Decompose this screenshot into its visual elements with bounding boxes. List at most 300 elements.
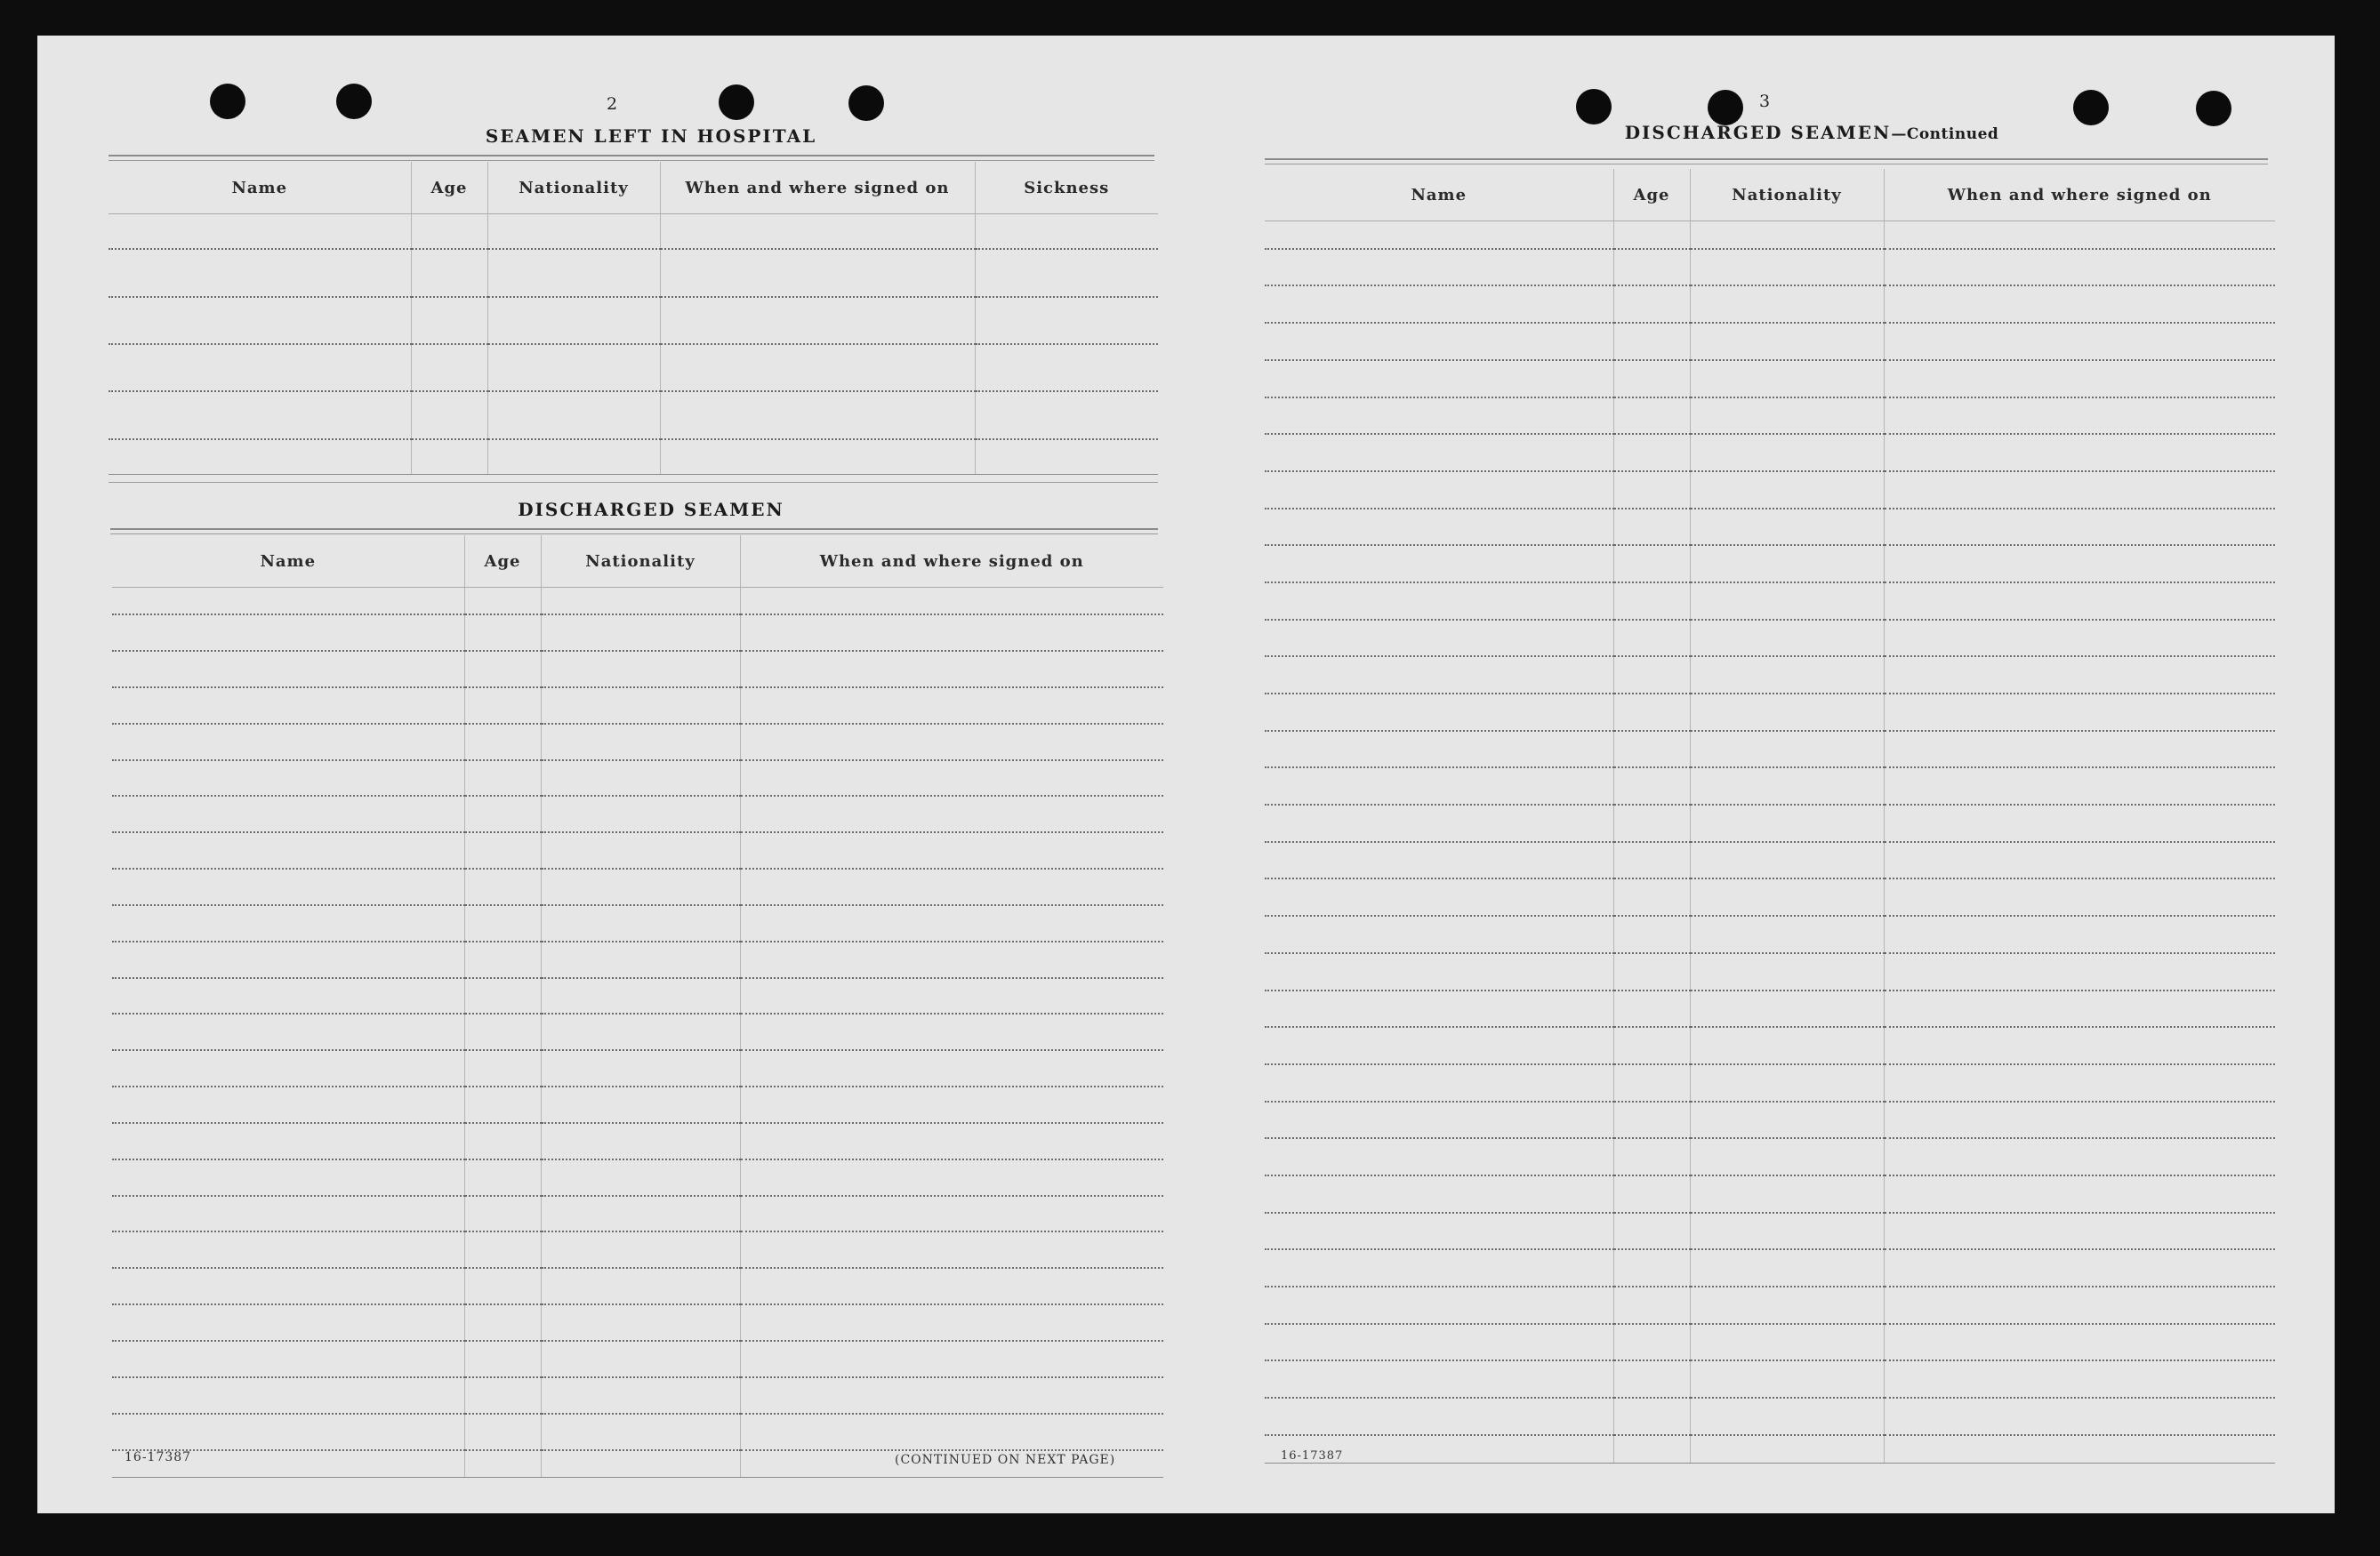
blank-cell	[1613, 397, 1690, 435]
table-row	[112, 1087, 1163, 1123]
blank-cell	[1690, 1287, 1884, 1324]
blank-cell	[1265, 397, 1613, 435]
column-header-name: Name	[112, 535, 464, 588]
blank-cell	[1690, 767, 1884, 805]
divider	[109, 155, 1154, 161]
blank-cell	[112, 978, 464, 1015]
blank-cell	[1613, 1324, 1690, 1361]
blank-cell	[541, 724, 740, 760]
blank-cell	[1265, 1102, 1613, 1139]
form-sheet	[37, 36, 2335, 1513]
blank-cell	[112, 905, 464, 942]
table-row	[1265, 1398, 2275, 1435]
blank-cell	[464, 942, 541, 978]
form-number: 16-17387	[1281, 1449, 1344, 1463]
blank-cell	[112, 796, 464, 832]
blank-cell	[112, 687, 464, 724]
blank-cell	[1265, 582, 1613, 620]
punch-hole	[2073, 90, 2109, 125]
blank-cell	[1613, 545, 1690, 582]
blank-cell	[1690, 1138, 1884, 1175]
table-row	[112, 687, 1163, 724]
table-row	[112, 1014, 1163, 1050]
blank-cell	[109, 439, 411, 475]
column-header-age: Age	[464, 535, 541, 588]
divider	[110, 528, 1158, 534]
blank-cell	[1265, 1138, 1613, 1175]
blank-cell	[740, 869, 1163, 905]
blank-cell	[112, 1123, 464, 1159]
blank-cell	[541, 760, 740, 797]
blank-cell	[660, 344, 975, 391]
blank-cell	[740, 588, 1163, 615]
blank-cell	[660, 439, 975, 475]
blank-cell	[112, 1087, 464, 1123]
blank-cell	[1884, 953, 2275, 991]
blank-cell	[487, 297, 660, 344]
blank-cell	[1884, 1398, 2275, 1435]
blank-cell	[740, 1014, 1163, 1050]
divider	[109, 482, 1158, 483]
table-row	[1265, 1360, 2275, 1398]
blank-cell	[411, 391, 487, 438]
blank-cell	[541, 1196, 740, 1232]
blank-cell	[1613, 582, 1690, 620]
table-row	[112, 1123, 1163, 1159]
blank-cell	[1265, 1175, 1613, 1213]
blank-cell	[1884, 878, 2275, 916]
blank-cell	[740, 1414, 1163, 1450]
blank-cell	[1690, 1213, 1884, 1250]
blank-cell	[1265, 731, 1613, 768]
blank-cell	[112, 1050, 464, 1087]
blank-cell	[740, 1268, 1163, 1304]
blank-cell	[1884, 767, 2275, 805]
column-header-signed-on: When and where signed on	[1884, 169, 2275, 221]
form-number: 16-17387	[125, 1450, 192, 1464]
blank-cell	[1613, 694, 1690, 731]
blank-cell	[1884, 916, 2275, 953]
blank-cell	[464, 905, 541, 942]
blank-cell	[112, 1414, 464, 1450]
blank-cell	[1265, 694, 1613, 731]
blank-cell	[1613, 1435, 1690, 1464]
blank-cell	[541, 1414, 740, 1450]
blank-cell	[112, 588, 464, 615]
blank-cell	[1613, 805, 1690, 842]
blank-cell	[1265, 878, 1613, 916]
blank-cell	[1884, 545, 2275, 582]
blank-cell	[464, 1268, 541, 1304]
blank-cell	[112, 760, 464, 797]
blank-cell	[1265, 285, 1613, 323]
table-row	[1265, 582, 2275, 620]
table-row	[1265, 878, 2275, 916]
divider	[1265, 158, 2268, 164]
table-row	[112, 1050, 1163, 1087]
table-row	[112, 760, 1163, 797]
blank-cell	[1884, 1360, 2275, 1398]
table-row	[1265, 1213, 2275, 1250]
blank-cell	[1690, 842, 1884, 879]
blank-cell	[112, 1341, 464, 1377]
table-row	[1265, 1175, 2275, 1213]
blank-cell	[1690, 991, 1884, 1028]
blank-cell	[1690, 1398, 1884, 1435]
blank-cell	[464, 1304, 541, 1341]
blank-cell	[1265, 953, 1613, 991]
table-row	[112, 978, 1163, 1015]
table-row	[1265, 471, 2275, 509]
punch-hole	[2196, 91, 2231, 126]
table-row	[112, 905, 1163, 942]
blank-cell	[1690, 731, 1884, 768]
blank-cell	[1265, 767, 1613, 805]
table-row	[1265, 916, 2275, 953]
blank-cell	[1690, 360, 1884, 397]
table-row	[1265, 805, 2275, 842]
blank-cell	[1265, 1398, 1613, 1435]
blank-cell	[464, 978, 541, 1015]
blank-cell	[1690, 805, 1884, 842]
blank-cell	[541, 1341, 740, 1377]
blank-cell	[464, 869, 541, 905]
table-row	[109, 439, 1158, 475]
blank-cell	[1613, 731, 1690, 768]
blank-cell	[1613, 1027, 1690, 1064]
blank-cell	[975, 297, 1158, 344]
blank-cell	[411, 214, 487, 250]
blank-cell	[1613, 1287, 1690, 1324]
blank-cell	[740, 651, 1163, 687]
blank-cell	[541, 869, 740, 905]
table-row	[109, 249, 1158, 296]
blank-cell	[975, 249, 1158, 296]
blank-cell	[1884, 1324, 2275, 1361]
table-row	[1265, 1064, 2275, 1102]
blank-cell	[541, 1123, 740, 1159]
blank-cell	[464, 687, 541, 724]
table-row	[112, 1341, 1163, 1377]
blank-cell	[1265, 1027, 1613, 1064]
blank-cell	[1884, 1249, 2275, 1287]
blank-cell	[1884, 805, 2275, 842]
blank-cell	[1690, 1102, 1884, 1139]
blank-cell	[541, 1304, 740, 1341]
blank-cell	[740, 1050, 1163, 1087]
blank-cell	[1884, 323, 2275, 360]
table-row	[1265, 991, 2275, 1028]
blank-cell	[1613, 656, 1690, 694]
blank-cell	[411, 439, 487, 475]
table-row	[1265, 620, 2275, 657]
blank-cell	[740, 1196, 1163, 1232]
blank-cell	[1265, 1360, 1613, 1398]
table-row	[1265, 323, 2275, 360]
blank-cell	[1613, 434, 1690, 471]
continued-note: (CONTINUED ON NEXT PAGE)	[895, 1453, 1116, 1467]
blank-cell	[1884, 991, 2275, 1028]
blank-cell	[464, 1377, 541, 1414]
blank-cell	[975, 439, 1158, 475]
blank-cell	[464, 1159, 541, 1196]
continued-title-suffix: —Continued	[1891, 125, 1999, 143]
blank-cell	[464, 760, 541, 797]
blank-cell	[1265, 620, 1613, 657]
table-row	[112, 869, 1163, 905]
blank-cell	[541, 1050, 740, 1087]
blank-cell	[660, 214, 975, 250]
blank-cell	[1265, 1064, 1613, 1102]
blank-cell	[541, 942, 740, 978]
table-row	[1265, 1249, 2275, 1287]
table-row	[112, 1196, 1163, 1232]
blank-cell	[1613, 285, 1690, 323]
blank-cell	[740, 1341, 1163, 1377]
blank-cell	[740, 724, 1163, 760]
blank-cell	[740, 1087, 1163, 1123]
blank-cell	[740, 905, 1163, 942]
table-row	[109, 214, 1158, 250]
column-header-age: Age	[1613, 169, 1690, 221]
blank-cell	[1884, 397, 2275, 435]
table-row	[109, 297, 1158, 344]
blank-cell	[109, 391, 411, 438]
blank-cell	[487, 439, 660, 475]
blank-cell	[541, 614, 740, 651]
table-row	[112, 1159, 1163, 1196]
blank-cell	[1613, 221, 1690, 249]
table-row	[109, 344, 1158, 391]
table-row	[1265, 509, 2275, 546]
blank-cell	[1690, 1175, 1884, 1213]
blank-cell	[1884, 249, 2275, 286]
blank-cell	[740, 796, 1163, 832]
blank-cell	[112, 1268, 464, 1304]
blank-cell	[1265, 1324, 1613, 1361]
blank-cell	[109, 297, 411, 344]
hospital-table-body	[109, 214, 1158, 475]
blank-cell	[109, 344, 411, 391]
blank-cell	[1690, 694, 1884, 731]
blank-cell	[1690, 1249, 1884, 1287]
blank-cell	[1690, 656, 1884, 694]
table-row	[1265, 434, 2275, 471]
blank-cell	[740, 614, 1163, 651]
blank-cell	[541, 1014, 740, 1050]
blank-cell	[740, 687, 1163, 724]
blank-cell	[1613, 323, 1690, 360]
column-header-name: Name	[109, 162, 411, 214]
blank-cell	[112, 1304, 464, 1341]
table-row	[1265, 767, 2275, 805]
blank-cell	[1265, 509, 1613, 546]
blank-cell	[109, 249, 411, 296]
table-row	[1265, 545, 2275, 582]
discharged-table	[112, 535, 1163, 1478]
blank-cell	[1690, 434, 1884, 471]
blank-cell	[1690, 916, 1884, 953]
blank-cell	[464, 1087, 541, 1123]
column-header-nationality: Nationality	[1690, 169, 1884, 221]
table-row	[112, 796, 1163, 832]
blank-cell	[464, 1050, 541, 1087]
blank-cell	[112, 869, 464, 905]
blank-cell	[112, 614, 464, 651]
blank-cell	[740, 1123, 1163, 1159]
blank-cell	[112, 832, 464, 869]
blank-cell	[1265, 434, 1613, 471]
blank-cell	[1613, 953, 1690, 991]
blank-cell	[1884, 731, 2275, 768]
page-number-left: 2	[606, 94, 618, 114]
continued-table-body	[1265, 221, 2275, 1464]
punch-hole	[1708, 90, 1743, 125]
blank-cell	[1613, 1249, 1690, 1287]
blank-cell	[1265, 323, 1613, 360]
table-row	[1265, 1102, 2275, 1139]
blank-cell	[464, 651, 541, 687]
blank-cell	[1613, 620, 1690, 657]
blank-cell	[1884, 656, 2275, 694]
blank-cell	[112, 1014, 464, 1050]
blank-cell	[541, 832, 740, 869]
blank-cell	[660, 391, 975, 438]
blank-cell	[1884, 221, 2275, 249]
blank-cell	[1690, 545, 1884, 582]
blank-cell	[1265, 360, 1613, 397]
continued-table	[1265, 169, 2275, 1464]
blank-cell	[1613, 1398, 1690, 1435]
blank-cell	[1613, 1138, 1690, 1175]
table-row	[112, 614, 1163, 651]
blank-cell	[1690, 582, 1884, 620]
punch-hole	[848, 85, 884, 121]
blank-cell	[975, 214, 1158, 250]
blank-cell	[1884, 1175, 2275, 1213]
blank-cell	[464, 1014, 541, 1050]
blank-cell	[1265, 991, 1613, 1028]
blank-cell	[1884, 1064, 2275, 1102]
table-row	[112, 1268, 1163, 1304]
blank-cell	[1265, 249, 1613, 286]
blank-cell	[1690, 1064, 1884, 1102]
blank-cell	[1690, 620, 1884, 657]
table-row	[112, 832, 1163, 869]
table-row	[112, 1304, 1163, 1341]
table-row	[1265, 1435, 2275, 1464]
blank-cell	[1690, 471, 1884, 509]
table-row	[1265, 397, 2275, 435]
blank-cell	[541, 978, 740, 1015]
table-row	[112, 942, 1163, 978]
table-row	[112, 724, 1163, 760]
blank-cell	[1613, 1175, 1690, 1213]
column-header-nationality: Nationality	[487, 162, 660, 214]
column-header-signed-on: When and where signed on	[740, 535, 1163, 588]
blank-cell	[109, 214, 411, 250]
blank-cell	[1884, 509, 2275, 546]
blank-cell	[1265, 1287, 1613, 1324]
table-row	[1265, 249, 2275, 286]
blank-cell	[1690, 878, 1884, 916]
blank-cell	[464, 796, 541, 832]
blank-cell	[1265, 656, 1613, 694]
blank-cell	[1613, 509, 1690, 546]
blank-cell	[1613, 1213, 1690, 1250]
blank-cell	[1613, 991, 1690, 1028]
blank-cell	[464, 1196, 541, 1232]
blank-cell	[541, 651, 740, 687]
continued-section-title	[1540, 122, 2083, 143]
blank-cell	[740, 1159, 1163, 1196]
table-row	[1265, 842, 2275, 879]
blank-cell	[541, 1231, 740, 1268]
table-row	[112, 1231, 1163, 1268]
blank-cell	[464, 1450, 541, 1478]
blank-cell	[740, 832, 1163, 869]
table-row	[1265, 221, 2275, 249]
blank-cell	[541, 1377, 740, 1414]
blank-cell	[464, 832, 541, 869]
blank-cell	[740, 942, 1163, 978]
blank-cell	[541, 1450, 740, 1478]
blank-cell	[112, 942, 464, 978]
blank-cell	[487, 214, 660, 250]
table-row	[112, 1414, 1163, 1450]
blank-cell	[112, 724, 464, 760]
column-header-sickness: Sickness	[975, 162, 1158, 214]
blank-cell	[1690, 509, 1884, 546]
blank-cell	[1884, 842, 2275, 879]
blank-cell	[1613, 916, 1690, 953]
blank-cell	[464, 588, 541, 615]
blank-cell	[1884, 694, 2275, 731]
blank-cell	[1613, 360, 1690, 397]
blank-cell	[1613, 1064, 1690, 1102]
blank-cell	[1884, 620, 2275, 657]
table-row	[1265, 731, 2275, 768]
column-header-nationality: Nationality	[541, 535, 740, 588]
table-row	[1265, 656, 2275, 694]
blank-cell	[740, 1377, 1163, 1414]
blank-cell	[464, 1123, 541, 1159]
blank-cell	[112, 1159, 464, 1196]
continued-title-text: DISCHARGED SEAMEN	[1624, 122, 1892, 143]
column-header-signed-on: When and where signed on	[660, 162, 975, 214]
blank-cell	[112, 1231, 464, 1268]
page-number-right: 3	[1758, 92, 1771, 111]
blank-cell	[660, 249, 975, 296]
blank-cell	[541, 1268, 740, 1304]
hospital-section-title: SEAMEN LEFT IN HOSPITAL	[485, 125, 817, 147]
table-row	[1265, 1138, 2275, 1175]
blank-cell	[487, 249, 660, 296]
table-row	[109, 391, 1158, 438]
punch-hole	[336, 84, 372, 119]
blank-cell	[487, 344, 660, 391]
punch-hole	[210, 84, 245, 119]
table-row	[112, 588, 1163, 615]
blank-cell	[1265, 1213, 1613, 1250]
blank-cell	[740, 978, 1163, 1015]
blank-cell	[487, 391, 660, 438]
table-row	[112, 1377, 1163, 1414]
blank-cell	[1690, 1435, 1884, 1464]
blank-cell	[1690, 249, 1884, 286]
blank-cell	[1613, 471, 1690, 509]
table-row	[1265, 1324, 2275, 1361]
